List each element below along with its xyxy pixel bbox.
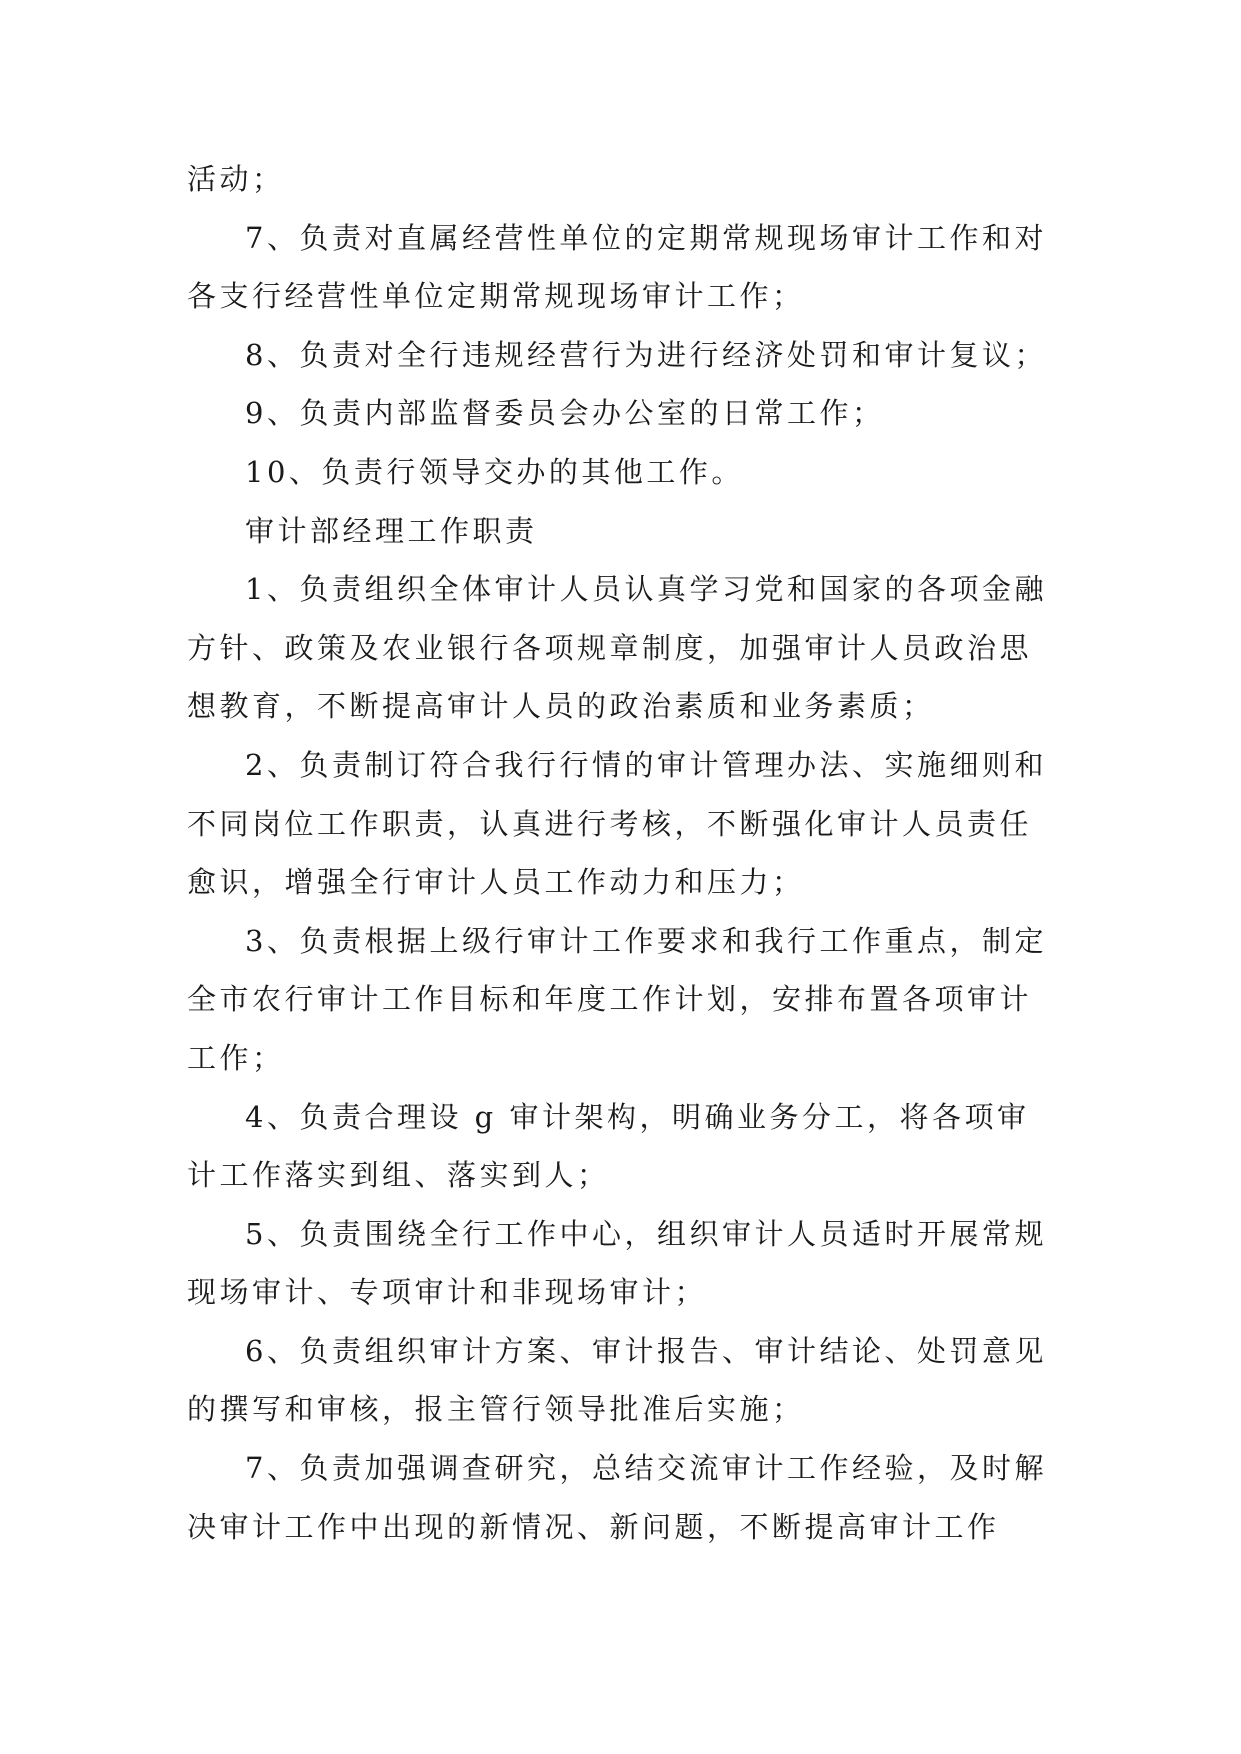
- document-body: [187, 150, 1057, 1556]
- paragraph-duty-6: 6、负责组织审计方案、审计报告、审计结论、处罚意见的撰写和审核，报主管行领导批准后实施；: [187, 1333, 1047, 1427]
- paragraph-duty-7: 7、负责加强调查研究，总结交流审计工作经验，及时解决审计工作中出现的新情况、新问题，不断提高审计工作: [187, 1451, 1047, 1544]
- paragraph-item-7: 7、负责对直属经营性单位的定期常规现场审计工作和对各支行经营性单位定期常规现场审计工作；: [187, 220, 1047, 314]
- paragraph-duty-1: 1、负责组织全体审计人员认真学习党和国家的各项金融方针、政策及农业银行各项规章制度，加强审计人员政治思想教育，不断提高审计人员的政治素质和业务素质；: [187, 572, 1047, 724]
- paragraph-item-10: 10、负责行领导交办的其他工作。: [245, 454, 744, 489]
- section-heading: 审计部经理工作职责: [245, 513, 538, 548]
- paragraph-duty-5: 5、负责围绕全行工作中心，组织审计人员适时开展常规现场审计、专项审计和非现场审计；: [187, 1216, 1047, 1310]
- paragraph-item-8: 8、负责对全行违规经营行为进行经济处罚和审计复议；: [245, 337, 1047, 372]
- paragraph-continuation: 活动；: [187, 162, 285, 196]
- paragraph-duty-4: 4、负责合理设 g 审计架构，明确业务分工，将各项审计工作落实到组、落实到人；: [187, 1099, 1030, 1193]
- paragraph-duty-3: 3、负责根据上级行审计工作要求和我行工作重点，制定全市农行审计工作目标和年度工作计划，安排布置各项审计工作；: [187, 923, 1047, 1075]
- paragraph-duty-2: 2、负责制订符合我行行情的审计管理办法、实施细则和不同岗位工作职责，认真进行考核，不断强化审计人员责任愈识，增强全行审计人员工作动力和压力；: [187, 747, 1047, 900]
- paragraph-item-9: 9、负责内部监督委员会办公室的日常工作；: [245, 396, 885, 431]
